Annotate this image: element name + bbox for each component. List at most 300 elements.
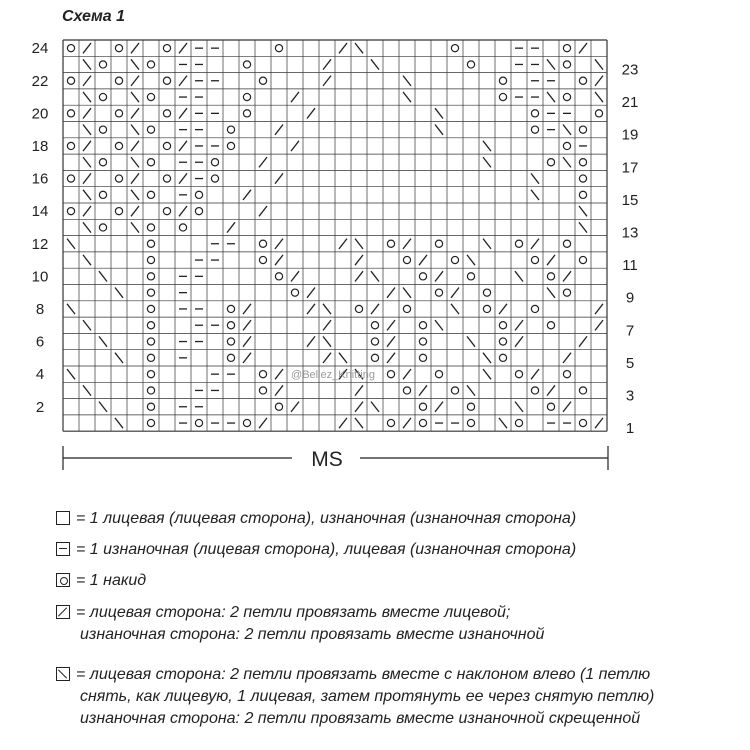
yarn-over-mark <box>115 110 122 117</box>
ssk-mark <box>339 353 347 363</box>
legend-item-knit <box>56 508 576 530</box>
k2tog-mark <box>83 43 91 53</box>
yarn-over-mark <box>147 289 154 296</box>
yarn-over-mark <box>259 240 266 247</box>
k2tog-mark <box>355 255 363 265</box>
k2tog-mark <box>291 141 299 151</box>
yarn-over-mark <box>259 387 266 394</box>
ssk-mark <box>531 173 539 183</box>
yarn-over-mark <box>163 175 170 182</box>
yarn-over-mark <box>499 338 506 345</box>
yarn-over-mark <box>403 305 410 312</box>
k2tog-mark <box>403 239 411 249</box>
k2tog-mark <box>307 288 315 298</box>
yarn-over-mark <box>115 175 122 182</box>
yarn-over-mark <box>371 322 378 329</box>
ssk-mark <box>403 92 411 102</box>
row-number: 11 <box>622 257 638 275</box>
k2tog-mark <box>131 43 139 53</box>
ssk-mark <box>467 336 475 346</box>
legend-text-knit: = 1 лицевая (лицевая сторона), изнаночная (изнаночная сторона) <box>76 510 577 527</box>
yarn-over-mark <box>419 419 426 426</box>
ssk-mark <box>99 271 107 281</box>
yarn-over-mark <box>163 110 170 117</box>
k2tog-mark <box>307 304 315 314</box>
row-number: 21 <box>621 94 639 112</box>
yarn-over-mark <box>115 142 122 149</box>
ssk-mark <box>579 222 587 232</box>
yarn-over-mark <box>163 142 170 149</box>
yarn-over-mark <box>387 371 394 378</box>
yarn-over-mark <box>195 191 202 198</box>
ssk-mark <box>483 353 491 363</box>
legend-text-ssk-cont: снять, как лицевую, 1 лицевая, затем протянуть ее через снятую петлю) <box>80 688 655 705</box>
yarn-over-mark <box>483 305 490 312</box>
row-number: 5 <box>625 354 635 372</box>
ssk-mark <box>435 320 443 330</box>
yarn-over-mark <box>579 387 586 394</box>
ssk-mark <box>403 288 411 298</box>
ssk-mark <box>83 125 91 135</box>
ssk-mark <box>131 125 139 135</box>
row-number: 4 <box>35 366 45 384</box>
yarn-over-mark <box>211 159 218 166</box>
yarn-over-mark <box>227 338 234 345</box>
k2tog-mark <box>323 59 331 69</box>
yarn-over-mark <box>467 419 474 426</box>
k2tog-mark <box>179 43 187 53</box>
yarn-over-mark <box>387 419 394 426</box>
k2tog-mark <box>83 108 91 118</box>
yarn-over-mark <box>147 240 154 247</box>
row-numbers-right <box>622 61 639 437</box>
ssk-mark <box>355 239 363 249</box>
k2tog-mark <box>387 353 395 363</box>
k2tog-mark <box>243 304 251 314</box>
ssk-mark <box>483 369 491 379</box>
k2tog-mark <box>227 222 235 232</box>
k2tog-mark <box>243 320 251 330</box>
yarn-over-mark <box>515 240 522 247</box>
ssk-mark <box>483 157 491 167</box>
yarn-over-mark <box>115 77 122 84</box>
yarn-over-mark <box>435 289 442 296</box>
watermark: @Bellez_Knitting <box>291 369 375 381</box>
yarn-over-mark <box>499 322 506 329</box>
knit-icon <box>56 511 70 525</box>
yarn-over-mark <box>147 256 154 263</box>
yarn-over-mark <box>147 419 154 426</box>
ssk-mark <box>131 190 139 200</box>
k2tog-mark <box>291 271 299 281</box>
k2tog-mark <box>531 239 539 249</box>
yarn-over-mark <box>563 240 570 247</box>
ssk-mark <box>83 320 91 330</box>
ssk-mark <box>83 157 91 167</box>
yarn-over-mark <box>435 240 442 247</box>
row-number: 16 <box>31 170 49 188</box>
k2tog-mark <box>403 418 411 428</box>
row-number: 19 <box>621 126 639 144</box>
row-number: 22 <box>31 72 49 90</box>
k2tog-mark <box>275 369 283 379</box>
yarn-over-mark <box>595 110 602 117</box>
yarn-over-mark <box>115 45 122 52</box>
yarn-over-mark <box>563 45 570 52</box>
yarn-over-mark <box>451 256 458 263</box>
ssk-mark <box>115 353 123 363</box>
yarn-over-mark <box>147 126 154 133</box>
k2tog-mark <box>179 108 187 118</box>
legend-text-yarn-over: = 1 накид <box>76 572 147 589</box>
k2tog-mark <box>291 402 299 412</box>
ssk-mark <box>371 59 379 69</box>
ssk-mark <box>131 92 139 102</box>
k2tog-mark <box>595 304 603 314</box>
yarn-over-mark <box>275 45 282 52</box>
legend-text-ssk-cont2: изнаночная сторона: 2 петли провязать вместе изнаночной скрещенной <box>80 710 641 727</box>
k2tog-mark <box>259 206 267 216</box>
k2tog-mark <box>131 206 139 216</box>
k2tog-mark <box>131 173 139 183</box>
ssk-mark <box>355 43 363 53</box>
ssk-mark <box>563 157 571 167</box>
yarn-over-mark <box>515 419 522 426</box>
k2tog-mark <box>179 141 187 151</box>
yarn-over-mark <box>579 419 586 426</box>
k2tog-mark <box>403 369 411 379</box>
row-number: 12 <box>31 235 49 253</box>
ssk-mark <box>467 255 475 265</box>
ssk-mark <box>67 304 75 314</box>
k2tog-mark <box>355 402 363 412</box>
yarn-over-mark <box>147 191 154 198</box>
row-number: 2 <box>35 398 45 416</box>
ssk-mark <box>547 288 555 298</box>
k2tog-mark <box>419 385 427 395</box>
ssk-mark <box>99 336 107 346</box>
yarn-over-mark <box>179 224 186 231</box>
k2tog-mark <box>371 304 379 314</box>
yarn-over-mark <box>499 93 506 100</box>
ssk-mark <box>83 222 91 232</box>
yarn-over-mark <box>579 191 586 198</box>
yarn-over-mark <box>163 77 170 84</box>
yarn-over-mark <box>67 45 74 52</box>
k2tog-mark <box>579 336 587 346</box>
ssk-mark <box>83 255 91 265</box>
yarn-over-mark <box>547 322 554 329</box>
yarn-over-mark <box>259 256 266 263</box>
k2tog-mark <box>563 271 571 281</box>
k2tog-mark <box>563 353 571 363</box>
yarn-over-mark <box>163 208 170 215</box>
k2tog-mark <box>595 76 603 86</box>
ssk-mark <box>131 222 139 232</box>
k2tog-mark <box>435 402 443 412</box>
k2tog-mark <box>339 418 347 428</box>
k2tog-mark <box>323 353 331 363</box>
yarn-over-mark <box>467 273 474 280</box>
k2tog-mark <box>275 125 283 135</box>
yarn-over-mark <box>499 354 506 361</box>
yarn-over-mark <box>147 403 154 410</box>
yarn-over-mark <box>99 159 106 166</box>
k2tog-mark <box>83 76 91 86</box>
k2tog-mark <box>131 108 139 118</box>
ssk-mark <box>595 92 603 102</box>
k2tog-mark <box>387 320 395 330</box>
row-number: 9 <box>625 289 635 307</box>
row-number: 14 <box>31 203 49 221</box>
k2tog-mark <box>419 255 427 265</box>
yarn-over-mark <box>67 142 74 149</box>
row-numbers-left <box>32 40 49 416</box>
yarn-over-mark <box>67 110 74 117</box>
k2tog-mark <box>83 141 91 151</box>
row-number: 17 <box>621 159 639 177</box>
ssk-mark <box>371 271 379 281</box>
k2tog-mark <box>291 92 299 102</box>
yarn-over-mark <box>147 159 154 166</box>
ssk-mark <box>99 402 107 412</box>
yarn-over-icon <box>56 573 70 587</box>
k2tog-mark <box>547 385 555 395</box>
ssk-mark <box>83 59 91 69</box>
k2tog-mark <box>515 320 523 330</box>
ssk-icon <box>56 667 70 681</box>
legend-text-ssk: = лицевая сторона: 2 петли провязать вместе с наклоном влево (1 петлю <box>76 666 651 683</box>
yarn-over-mark <box>579 175 586 182</box>
yarn-over-mark <box>67 208 74 215</box>
ssk-mark <box>515 271 523 281</box>
ssk-mark <box>131 59 139 69</box>
k2tog-mark <box>387 336 395 346</box>
ssk-mark <box>83 385 91 395</box>
k2tog-mark <box>579 43 587 53</box>
k2tog-mark <box>275 385 283 395</box>
yarn-over-mark <box>147 61 154 68</box>
ssk-mark <box>115 418 123 428</box>
yarn-over-mark <box>531 126 538 133</box>
k2tog-mark <box>275 255 283 265</box>
ssk-mark <box>355 418 363 428</box>
ssk-mark <box>563 125 571 135</box>
yarn-over-mark <box>99 126 106 133</box>
legend-text-k2tog-cont: изнаночная сторона: 2 петли провязать вместе изнаночной <box>80 626 545 643</box>
ssk-mark <box>483 141 491 151</box>
yarn-over-mark <box>259 77 266 84</box>
k2tog-icon <box>56 605 70 619</box>
yarn-over-mark <box>243 110 250 117</box>
k2tog-mark <box>259 157 267 167</box>
ssk-mark <box>435 108 443 118</box>
yarn-over-mark <box>563 142 570 149</box>
yarn-over-mark <box>67 77 74 84</box>
yarn-over-mark <box>419 322 426 329</box>
yarn-over-mark <box>147 93 154 100</box>
k2tog-mark <box>275 239 283 249</box>
legend-item-ssk <box>56 664 654 730</box>
yarn-over-mark <box>563 289 570 296</box>
yarn-over-mark <box>371 354 378 361</box>
yarn-over-mark <box>243 61 250 68</box>
ssk-mark <box>547 59 555 69</box>
legend-item-k2tog <box>56 602 544 646</box>
yarn-over-mark <box>483 289 490 296</box>
row-number: 23 <box>621 61 639 79</box>
row-number: 6 <box>35 333 45 351</box>
legend-item-yarn-over <box>56 570 146 592</box>
k2tog-mark <box>355 385 363 395</box>
yarn-over-mark <box>227 142 234 149</box>
k2tog-mark <box>531 369 539 379</box>
repeat-label: MS <box>311 448 343 471</box>
yarn-over-mark <box>563 61 570 68</box>
ssk-mark <box>467 385 475 395</box>
yarn-over-mark <box>419 403 426 410</box>
ssk-mark <box>323 336 331 346</box>
yarn-over-mark <box>147 305 154 312</box>
row-number: 18 <box>31 137 49 155</box>
k2tog-mark <box>451 288 459 298</box>
yarn-over-mark <box>531 305 538 312</box>
ssk-mark <box>579 206 587 216</box>
k2tog-mark <box>243 190 251 200</box>
yarn-over-mark <box>563 93 570 100</box>
k2tog-mark <box>339 43 347 53</box>
yarn-over-mark <box>547 403 554 410</box>
ssk-mark <box>83 92 91 102</box>
ssk-mark <box>547 92 555 102</box>
ssk-mark <box>67 239 75 249</box>
ssk-mark <box>451 304 459 314</box>
ssk-mark <box>483 239 491 249</box>
ssk-mark <box>83 190 91 200</box>
k2tog-mark <box>499 304 507 314</box>
yarn-over-mark <box>147 224 154 231</box>
ssk-mark <box>323 304 331 314</box>
k2tog-mark <box>307 108 315 118</box>
yarn-over-mark <box>291 289 298 296</box>
row-number: 24 <box>31 40 49 58</box>
k2tog-mark <box>83 173 91 183</box>
ssk-mark <box>131 157 139 167</box>
yarn-over-mark <box>467 403 474 410</box>
yarn-over-mark <box>259 371 266 378</box>
yarn-over-mark <box>563 371 570 378</box>
yarn-over-mark <box>275 273 282 280</box>
k2tog-mark <box>355 271 363 281</box>
yarn-over-mark <box>195 208 202 215</box>
yarn-over-mark <box>275 403 282 410</box>
yarn-over-mark <box>467 61 474 68</box>
k2tog-mark <box>339 239 347 249</box>
ssk-mark <box>371 402 379 412</box>
row-number: 3 <box>625 387 635 405</box>
yarn-over-mark <box>387 240 394 247</box>
k2tog-mark <box>323 320 331 330</box>
yarn-over-mark <box>531 256 538 263</box>
k2tog-mark <box>259 418 267 428</box>
chart-title: Схема 1 <box>62 8 126 25</box>
yarn-over-mark <box>99 93 106 100</box>
ssk-mark <box>531 190 539 200</box>
ssk-mark <box>115 288 123 298</box>
row-number: 8 <box>35 300 45 318</box>
yarn-over-mark <box>499 77 506 84</box>
yarn-over-mark <box>451 387 458 394</box>
k2tog-mark <box>83 206 91 216</box>
k2tog-mark <box>323 76 331 86</box>
yarn-over-mark <box>227 322 234 329</box>
yarn-over-mark <box>243 419 250 426</box>
yarn-over-mark <box>163 45 170 52</box>
legend-item-purl <box>56 539 576 561</box>
ssk-mark <box>403 76 411 86</box>
row-number: 13 <box>621 224 639 242</box>
yarn-over-mark <box>403 256 410 263</box>
yarn-over-mark <box>67 175 74 182</box>
ssk-mark <box>595 59 603 69</box>
yarn-over-mark <box>99 61 106 68</box>
yarn-over-mark <box>531 387 538 394</box>
k2tog-mark <box>547 255 555 265</box>
yarn-over-mark <box>99 191 106 198</box>
yarn-over-mark <box>147 338 154 345</box>
purl-icon <box>56 542 70 556</box>
ssk-mark <box>435 125 443 135</box>
k2tog-mark <box>179 206 187 216</box>
yarn-over-mark <box>147 322 154 329</box>
yarn-over-mark <box>355 305 362 312</box>
yarn-over-mark <box>403 387 410 394</box>
k2tog-mark <box>243 353 251 363</box>
yarn-over-mark <box>419 338 426 345</box>
yarn-over-mark <box>531 110 538 117</box>
row-number: 10 <box>31 268 49 286</box>
yarn-over-mark <box>99 224 106 231</box>
k2tog-mark <box>595 418 603 428</box>
row-number: 7 <box>625 322 635 340</box>
yarn-over-mark <box>227 305 234 312</box>
yarn-over-mark <box>195 419 202 426</box>
legend-text-purl: = 1 изнаночная (лицевая сторона), лицевая (изнаночная сторона) <box>76 541 577 558</box>
yarn-over-mark <box>579 159 586 166</box>
yarn-over-mark <box>579 77 586 84</box>
row-number: 15 <box>621 191 639 209</box>
yarn-over-mark <box>147 273 154 280</box>
yarn-over-mark <box>419 354 426 361</box>
k2tog-mark <box>179 76 187 86</box>
k2tog-mark <box>435 271 443 281</box>
yarn-over-mark <box>579 126 586 133</box>
yarn-over-mark <box>451 45 458 52</box>
row-number: 1 <box>625 420 635 438</box>
k2tog-mark <box>307 336 315 346</box>
yarn-over-mark <box>435 371 442 378</box>
yarn-over-mark <box>227 354 234 361</box>
row-number: 20 <box>31 105 49 123</box>
yarn-over-mark <box>147 354 154 361</box>
ssk-mark <box>499 418 507 428</box>
ssk-mark <box>67 369 75 379</box>
yarn-over-mark <box>227 126 234 133</box>
k2tog-mark <box>131 76 139 86</box>
k2tog-mark <box>595 320 603 330</box>
yarn-over-mark <box>115 208 122 215</box>
k2tog-mark <box>387 288 395 298</box>
